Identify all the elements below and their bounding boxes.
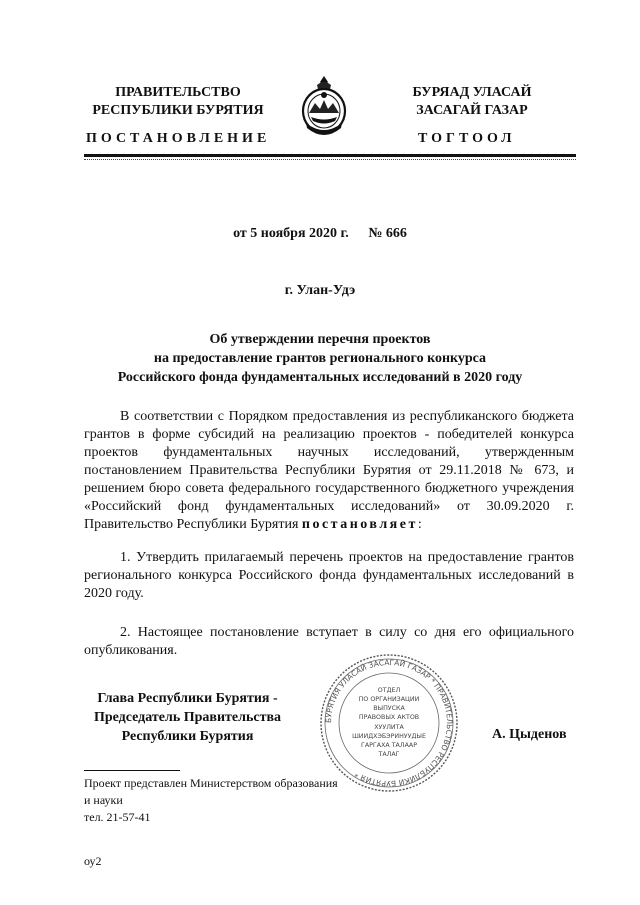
header-right bbox=[372, 84, 572, 120]
footer-line1: Проект представлен Министерством образования bbox=[84, 776, 338, 790]
date-number-line bbox=[0, 226, 640, 242]
document-title bbox=[0, 330, 640, 387]
stamp-line4: ПРАВОВЫХ АКТОВ bbox=[358, 714, 420, 721]
header-rule-dotted bbox=[84, 159, 576, 160]
stamp-line1: ОТДЕЛ bbox=[377, 687, 401, 694]
header-rule-thick bbox=[84, 154, 576, 157]
title-line3: Российского фонда фундаментальных исследований в 2020 году bbox=[117, 370, 523, 385]
position-line2: Председатель Правительства bbox=[93, 710, 282, 725]
footer-line2: и науки bbox=[84, 793, 123, 807]
position-line3: Республики Бурятия bbox=[121, 729, 254, 744]
preamble-text: В соответствии с Порядком предоставления из республиканского бюджета грантов в форме субсидий на реализацию проектов - победителей конкурса проектов фундаментальных научных исследований, утвержденным постановлением Правительства Республики Бурятия от 29.11.2018 № 673, и решением бюро совета федерального государственного бюджетного учреждения «Российский фонд фундаментальных исследований» от 30.09.2020 г. Правительство Республики Бурятия bbox=[84, 409, 574, 532]
doc-type-buryat: ТОГТООЛ bbox=[418, 131, 516, 146]
document-number: № 666 bbox=[368, 226, 407, 241]
preamble-end: : bbox=[417, 517, 422, 532]
official-stamp bbox=[318, 652, 460, 794]
position-line1: Глава Республики Бурятия - bbox=[97, 691, 278, 706]
title-line1: Об утверждении перечня проектов bbox=[209, 332, 431, 347]
header-left-line1: ПРАВИТЕЛЬСТВО bbox=[115, 85, 241, 100]
footer-rule bbox=[84, 770, 180, 771]
preamble-emphasis: постановляет bbox=[301, 517, 418, 532]
stamp-line2: ПО ОРГАНИЗАЦИИ bbox=[358, 696, 420, 703]
header-left-line2: РЕСПУБЛИКИ БУРЯТИЯ bbox=[92, 103, 264, 118]
paragraph-item-2: 2. Настоящее постановление вступает в силу со дня его официального опубликования. bbox=[84, 625, 574, 658]
coat-of-arms-icon bbox=[297, 73, 351, 143]
document-city: г. Улан-Удэ bbox=[284, 283, 356, 298]
footer-note bbox=[84, 775, 338, 826]
stamp-line3: ВЫПУСКА bbox=[373, 705, 405, 712]
paragraph-preamble bbox=[84, 408, 574, 534]
footer-phone: тел. 21-57-41 bbox=[84, 810, 151, 824]
stamp-line6: ШИИДХЭБЭРИНУУДЫЕ bbox=[352, 733, 426, 740]
document-date: от 5 ноября 2020 г. bbox=[233, 226, 349, 241]
signatory-name: А. Цыденов bbox=[492, 727, 567, 742]
title-line2: на предоставление грантов регионального конкурса bbox=[153, 351, 487, 366]
stamp-line7: ГАРГАХА ТАЛААР bbox=[360, 742, 418, 749]
document-code: оу2 bbox=[84, 854, 102, 868]
signatory-position bbox=[80, 689, 295, 746]
stamp-line8: ТАЛАГ bbox=[378, 751, 400, 758]
stamp-ring-text: БУРЯТИЯ УЛАСАЙ ЗАСАГАЙ ГАЗАР * ПРАВИТЕЛЬСТВО РЕСПУБЛИКИ БУРЯТИЯ * bbox=[323, 657, 455, 789]
stamp-line5: ХУУЛИТА bbox=[374, 724, 404, 731]
paragraph-item-1: 1. Утвердить прилагаемый перечень проектов на предоставление грантов регионального конкурса Российского фонда фундаментальных исследований в 2020 году. bbox=[84, 550, 574, 601]
header-right-line1: БУРЯАД УЛАСАЙ bbox=[412, 85, 532, 100]
header-left bbox=[78, 84, 278, 120]
doc-type-russian: ПОСТАНОВЛЕНИЕ bbox=[86, 131, 271, 146]
header-right-line2: ЗАСАГАЙ ГАЗАР bbox=[416, 103, 528, 118]
